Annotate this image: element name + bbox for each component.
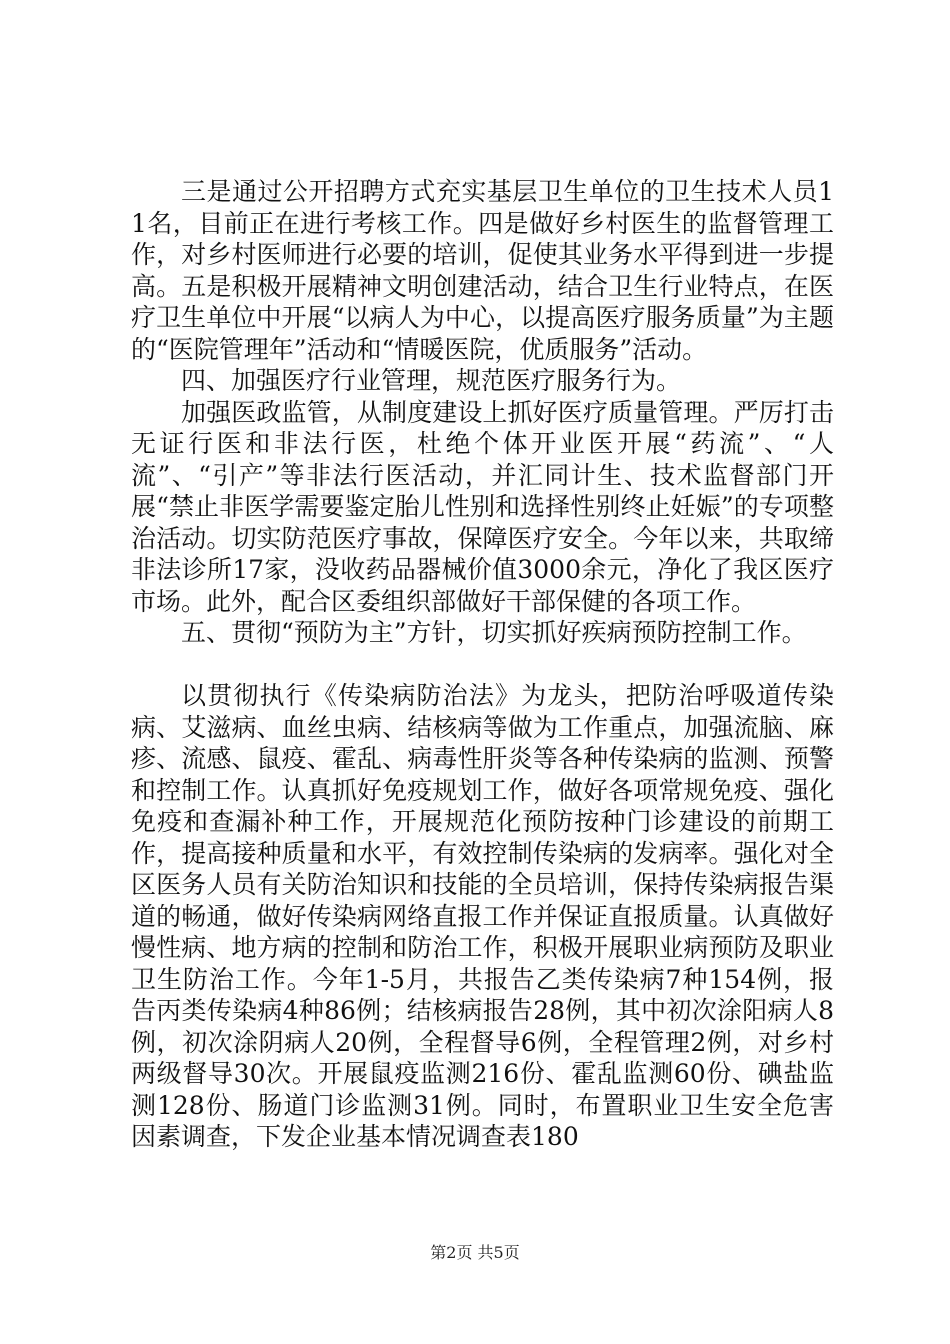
paragraph-disease-prevention: 以贯彻执行《传染病防治法》为龙头，把防治呼吸道传染病、艾滋病、血丝虫病、结核病等做为工作重点，加强流脑、麻疹、流感、鼠疫、霍乱、病毒性肝炎等各种传染病的监测、预警和控制工作。认真抓好免疫规划工作，做好各项常规免疫、强化免疫和查漏补种工作，开展规范化预防按种门诊建设的前期工作，提高接种质量和水平，有效控制传染病的发病率。强化对全区医务人员有关防治知识和技能的全员培训，保持传染病报告渠道的畅通，做好传染病网络直报工作并保证直报质量。认真做好慢性病、地方病的控制和防治工作，积极开展职业病预防及职业卫生防治工作。今年1-5月，共报告乙类传染病7种154例，报告丙类传染病4种86例；结核病报告28例，其中初次涂阳病人8例，初次涂阴病人20例，全程督导6例，全程管理2例，对乡村两级督导30次。开展鼠疫监测216份、霍乱监测60份、碘盐监测128份、肠道门诊监测31例。同时，布置职业卫生安全危害因素调查，下发企业基本情况调查表180 xyxy=(131,681,834,1151)
paragraph-medical-supervision: 加强医政监管，从制度建设上抓好医疗质量管理。严厉打击无证行医和非法行医，杜绝个体开业医开展“药流”、“人流”、“引产”等非法行医活动，并汇同计生、技术监督部门开展“禁止非医学需要鉴定胎儿性别和选择性别终止妊娠”的专项整治活动。切实防范医疗事故，保障医疗安全。今年以来，共取缔非法诊所17家，没收药品器械价值3000余元，净化了我区医疗市场。此外，配合区委组织部做好干部保健的各项工作。 xyxy=(131,397,834,616)
page-number-footer: 第2页 共5页 xyxy=(430,1243,520,1262)
blank-line xyxy=(131,649,834,681)
section-heading-four: 四、加强医疗行业管理，规范医疗服务行为。 xyxy=(181,366,682,395)
paragraph-staffing: 三是通过公开招聘方式充实基层卫生单位的卫生技术人员11名，目前正在进行考核工作。四是做好乡村医生的监督管理工作，对乡村医师进行必要的培训，促使其业务水平得到进一步提高。五是积极开展精神文明创建活动，结合卫生行业特点，在医疗卫生单位中开展“以病人为中心，以提高医疗服务质量”为主题的“医院管理年”活动和“情暖医院，优质服务”活动。 xyxy=(131,177,834,364)
section-heading-five: 五、贯彻“预防为主”方针，切实抓好疾病预防控制工作。 xyxy=(181,618,807,647)
document-body xyxy=(131,176,834,1153)
